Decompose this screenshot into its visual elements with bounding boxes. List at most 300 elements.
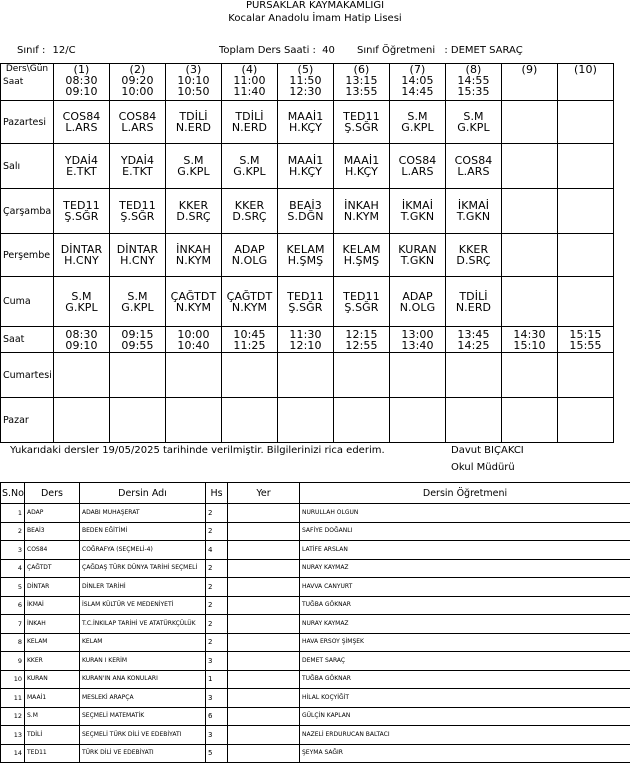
subject-row bbox=[1, 670, 630, 689]
lesson-cell bbox=[278, 398, 334, 443]
lesson-code: İNKAH bbox=[344, 199, 379, 212]
lesson-cell bbox=[110, 189, 166, 234]
lesson-teacher: G.KPL bbox=[177, 165, 210, 178]
weekly-schedule-table bbox=[0, 63, 614, 443]
subject-list-header-row bbox=[1, 483, 630, 504]
subject-hours: 2 bbox=[206, 559, 228, 578]
lesson-code: TED11 bbox=[287, 289, 324, 303]
weekend-period-time bbox=[222, 327, 278, 353]
lesson-teacher: T.GKN bbox=[400, 254, 435, 267]
subject-hours: 6 bbox=[206, 707, 228, 726]
lesson-teacher: L.ARS bbox=[121, 121, 154, 134]
period-start-time: 13:45 bbox=[457, 327, 490, 341]
lesson-cell bbox=[110, 234, 166, 277]
lesson-code: S.M bbox=[183, 154, 204, 167]
lesson-cell bbox=[558, 277, 614, 327]
period-header bbox=[166, 64, 222, 101]
lesson-cell bbox=[390, 101, 446, 144]
lesson-cell bbox=[278, 101, 334, 144]
period-end-time: 14:45 bbox=[401, 85, 434, 98]
lesson-cell bbox=[446, 277, 502, 327]
subject-teacher: NURAY KAYMAZ bbox=[300, 559, 630, 578]
lesson-cell bbox=[446, 353, 502, 398]
subject-teacher: TUĞBA GÖKNAR bbox=[300, 596, 630, 615]
period-end-time: 12:55 bbox=[345, 338, 378, 352]
col-header-hours: Hs bbox=[206, 483, 228, 504]
total-hours bbox=[219, 45, 335, 56]
lesson-cell bbox=[166, 353, 222, 398]
lesson-cell bbox=[334, 353, 390, 398]
subject-name: DİNLER TARİHİ bbox=[80, 578, 206, 597]
period-start-time: 09:20 bbox=[121, 74, 154, 87]
lesson-code: KKER bbox=[234, 199, 265, 212]
lesson-cell bbox=[334, 189, 390, 234]
lesson-cell bbox=[166, 277, 222, 327]
period-start-time: 13:00 bbox=[401, 327, 434, 341]
subject-name: SEÇMELİ MATEMATİK bbox=[80, 707, 206, 726]
period-end-time: 15:10 bbox=[513, 338, 546, 352]
period-start-time: 13:15 bbox=[345, 74, 378, 87]
subject-hours: 5 bbox=[206, 744, 228, 763]
lesson-cell bbox=[446, 189, 502, 234]
subject-teacher: GÜLÇİN KAPLAN bbox=[300, 707, 630, 726]
lesson-cell bbox=[166, 144, 222, 189]
day-label: Salı bbox=[1, 144, 54, 189]
subject-hours: 2 bbox=[206, 578, 228, 597]
weekend-period-time bbox=[334, 327, 390, 353]
lesson-code: S.M bbox=[71, 289, 92, 303]
subject-row bbox=[1, 652, 630, 671]
lesson-cell bbox=[502, 234, 558, 277]
period-end-time: 10:40 bbox=[177, 338, 210, 352]
subject-name: KELAM bbox=[80, 633, 206, 652]
period-header bbox=[390, 64, 446, 101]
lesson-code: S.M bbox=[239, 154, 260, 167]
subject-code: KKER bbox=[25, 652, 80, 671]
lesson-cell bbox=[54, 189, 110, 234]
lesson-teacher: G.KPL bbox=[65, 300, 98, 314]
lesson-cell bbox=[110, 101, 166, 144]
lesson-cell bbox=[334, 101, 390, 144]
lesson-cell bbox=[110, 353, 166, 398]
day-label: Cumartesi bbox=[1, 353, 54, 398]
lesson-cell bbox=[446, 398, 502, 443]
weekend-day-row bbox=[1, 398, 614, 443]
lesson-code: TDİLİ bbox=[459, 289, 488, 303]
subject-name: TÜRK DİLİ VE EDEBİYATI bbox=[80, 744, 206, 763]
lesson-teacher: N.KYM bbox=[231, 300, 268, 314]
period-header bbox=[110, 64, 166, 101]
subject-code: İNKAH bbox=[25, 615, 80, 634]
lesson-cell bbox=[558, 353, 614, 398]
period-number: (9) bbox=[521, 63, 538, 76]
class-info bbox=[17, 45, 76, 56]
lesson-cell bbox=[390, 234, 446, 277]
subject-code: ÇAĞTDT bbox=[25, 559, 80, 578]
lesson-code: İKMAİ bbox=[457, 199, 490, 212]
lesson-cell bbox=[390, 277, 446, 327]
subject-code: TED11 bbox=[25, 744, 80, 763]
lesson-teacher: L.ARS bbox=[65, 121, 98, 134]
period-number: (10) bbox=[574, 63, 597, 76]
period-end-time: 14:25 bbox=[457, 338, 490, 352]
lesson-cell bbox=[54, 234, 110, 277]
col-header-place: Yer bbox=[228, 483, 300, 504]
lesson-cell bbox=[334, 398, 390, 443]
weekend-period-time bbox=[278, 327, 334, 353]
lesson-teacher: N.ERD bbox=[175, 121, 212, 134]
class-teacher bbox=[357, 45, 523, 56]
lesson-cell bbox=[558, 398, 614, 443]
subject-code: COS84 bbox=[25, 541, 80, 560]
lesson-code: MAAİ1 bbox=[287, 154, 324, 167]
period-start-time: 12:15 bbox=[345, 327, 378, 341]
total-hours-label: Toplam Ders Saati : bbox=[219, 45, 316, 56]
lesson-teacher: N.ERD bbox=[455, 300, 492, 314]
lesson-teacher: L.ARS bbox=[457, 165, 490, 178]
lesson-cell bbox=[222, 277, 278, 327]
subject-code: BEAİ3 bbox=[25, 522, 80, 541]
lesson-teacher: H.ŞMŞ bbox=[287, 254, 324, 267]
col-header-name: Dersin Adı bbox=[80, 483, 206, 504]
weekend-time-row bbox=[1, 327, 614, 353]
subject-teacher: NAZELİ ERDURUCAN BALTACI bbox=[300, 726, 630, 745]
subject-place bbox=[228, 541, 300, 560]
subject-teacher: ŞEYMA SAĞIR bbox=[300, 744, 630, 763]
subject-row bbox=[1, 633, 630, 652]
subject-place bbox=[228, 596, 300, 615]
principal-title: Okul Müdürü bbox=[451, 462, 515, 473]
subject-number: 12 bbox=[1, 707, 25, 726]
lesson-cell bbox=[334, 234, 390, 277]
day-label: Çarşamba bbox=[1, 189, 54, 234]
lesson-cell bbox=[446, 234, 502, 277]
weekend-period-time bbox=[446, 327, 502, 353]
lesson-code: COS84 bbox=[118, 110, 157, 123]
lesson-cell bbox=[54, 101, 110, 144]
subject-number: 5 bbox=[1, 578, 25, 597]
subject-number: 14 bbox=[1, 744, 25, 763]
period-number: (4) bbox=[241, 63, 258, 76]
schedule-header-row bbox=[1, 64, 614, 101]
lesson-cell bbox=[166, 101, 222, 144]
subject-teacher: NURAY KAYMAZ bbox=[300, 615, 630, 634]
subject-teacher: NURULLAH OLGUN bbox=[300, 504, 630, 523]
period-number: (2) bbox=[129, 63, 146, 76]
lesson-teacher: H.KÇY bbox=[289, 121, 322, 134]
lesson-code: TED11 bbox=[343, 110, 380, 123]
period-start-time: 11:30 bbox=[289, 327, 322, 341]
lesson-teacher: H.ŞMŞ bbox=[343, 254, 380, 267]
subject-number: 1 bbox=[1, 504, 25, 523]
weekend-period-time bbox=[558, 327, 614, 353]
period-end-time: 13:55 bbox=[345, 85, 378, 98]
period-start-time: 11:50 bbox=[289, 74, 322, 87]
subject-number: 13 bbox=[1, 726, 25, 745]
day-label: Pazartesi bbox=[1, 101, 54, 144]
lesson-cell bbox=[110, 398, 166, 443]
district-title: PURSAKLAR KAYMAKAMLIĞI bbox=[245, 0, 385, 11]
lesson-cell bbox=[222, 189, 278, 234]
subject-code: İKMAİ bbox=[25, 596, 80, 615]
lesson-teacher: Ş.SĞR bbox=[120, 210, 155, 223]
lesson-cell bbox=[390, 353, 446, 398]
subject-number: 11 bbox=[1, 689, 25, 708]
subject-number: 7 bbox=[1, 615, 25, 634]
lesson-code: ÇAĞTDT bbox=[226, 289, 273, 303]
lesson-cell bbox=[110, 144, 166, 189]
period-end-time: 13:40 bbox=[401, 338, 434, 352]
period-header bbox=[502, 64, 558, 101]
lesson-teacher: S.DĞN bbox=[287, 210, 324, 223]
subject-place bbox=[228, 689, 300, 708]
col-header-code: Ders bbox=[25, 483, 80, 504]
subject-hours: 4 bbox=[206, 541, 228, 560]
day-label: Perşembe bbox=[1, 234, 54, 277]
subject-number: 10 bbox=[1, 670, 25, 689]
period-header bbox=[54, 64, 110, 101]
period-start-time: 11:00 bbox=[233, 74, 266, 87]
subject-place bbox=[228, 726, 300, 745]
day-row bbox=[1, 234, 614, 277]
period-start-time: 10:10 bbox=[177, 74, 210, 87]
period-end-time: 09:10 bbox=[65, 338, 98, 352]
subject-name: KURAN I KERİM bbox=[80, 652, 206, 671]
subject-place bbox=[228, 707, 300, 726]
day-row bbox=[1, 277, 614, 327]
subject-number: 6 bbox=[1, 596, 25, 615]
class-label: Sınıf : bbox=[17, 45, 46, 56]
lesson-teacher: Ş.SĞR bbox=[64, 210, 99, 223]
subject-place bbox=[228, 615, 300, 634]
subject-number: 2 bbox=[1, 522, 25, 541]
footer-note: Yukarıdaki dersler 19/05/2025 tarihinde verilmiştir. Bilgilerinizi rica ederim. bbox=[10, 445, 385, 456]
lesson-code: MAAİ1 bbox=[343, 154, 380, 167]
corner-cell bbox=[1, 64, 54, 101]
lesson-code: TED11 bbox=[343, 289, 380, 303]
subject-hours: 2 bbox=[206, 615, 228, 634]
lesson-cell bbox=[54, 398, 110, 443]
lesson-cell bbox=[278, 277, 334, 327]
lesson-code: ÇAĞTDT bbox=[170, 289, 217, 303]
subject-number: 4 bbox=[1, 559, 25, 578]
lesson-code: KELAM bbox=[286, 243, 325, 256]
period-number: (3) bbox=[185, 63, 202, 76]
subject-code: MAAİ1 bbox=[25, 689, 80, 708]
period-end-time: 12:30 bbox=[289, 85, 322, 98]
lesson-cell bbox=[390, 398, 446, 443]
lesson-teacher: Ş.SĞR bbox=[344, 300, 379, 314]
subject-name: İSLAM KÜLTÜR VE MEDENİYETİ bbox=[80, 596, 206, 615]
lesson-teacher: H.CNY bbox=[120, 254, 155, 267]
lesson-cell bbox=[222, 234, 278, 277]
day-label: Cuma bbox=[1, 277, 54, 327]
subject-code: KURAN bbox=[25, 670, 80, 689]
subject-row bbox=[1, 707, 630, 726]
lesson-cell bbox=[390, 189, 446, 234]
subject-place bbox=[228, 522, 300, 541]
lesson-code: S.M bbox=[407, 110, 428, 123]
corner-bottom-label: Saat bbox=[3, 77, 24, 87]
subject-name: COĞRAFYA (SEÇMELİ-4) bbox=[80, 541, 206, 560]
subject-name: KURAN'IN ANA KONULARI bbox=[80, 670, 206, 689]
lesson-cell bbox=[278, 144, 334, 189]
period-end-time: 15:35 bbox=[457, 85, 490, 98]
subject-row bbox=[1, 596, 630, 615]
subject-code: TDİLİ bbox=[25, 726, 80, 745]
subject-row bbox=[1, 726, 630, 745]
class-teacher-value: : DEMET SARAÇ bbox=[444, 45, 523, 56]
subject-row bbox=[1, 522, 630, 541]
lesson-code: KKER bbox=[178, 199, 209, 212]
lesson-code: KELAM bbox=[342, 243, 381, 256]
lesson-code: İKMAİ bbox=[401, 199, 434, 212]
lesson-teacher: H.KÇY bbox=[289, 165, 322, 178]
lesson-cell bbox=[222, 353, 278, 398]
period-number: (6) bbox=[353, 63, 370, 76]
subject-teacher: HAVVA CANYURT bbox=[300, 578, 630, 597]
subject-hours: 2 bbox=[206, 596, 228, 615]
lesson-code: YDAİ4 bbox=[64, 154, 99, 167]
col-header-no: S.No bbox=[1, 483, 25, 504]
subject-hours: 2 bbox=[206, 522, 228, 541]
class-teacher-label: Sınıf Öğretmeni bbox=[357, 45, 436, 56]
lesson-cell bbox=[166, 398, 222, 443]
lesson-teacher: E.TKT bbox=[122, 165, 153, 178]
period-start-time: 09:15 bbox=[121, 327, 154, 341]
period-start-time: 15:15 bbox=[569, 327, 602, 341]
subject-place bbox=[228, 652, 300, 671]
lesson-teacher: H.CNY bbox=[64, 254, 99, 267]
subject-name: T.C.İNKILAP TARİHİ VE ATATÜRKÇÜLÜK bbox=[80, 615, 206, 634]
weekend-period-time bbox=[110, 327, 166, 353]
lesson-cell bbox=[278, 234, 334, 277]
period-number: (5) bbox=[297, 63, 314, 76]
period-start-time: 14:05 bbox=[401, 74, 434, 87]
lesson-cell bbox=[558, 234, 614, 277]
subject-row bbox=[1, 559, 630, 578]
day-row bbox=[1, 101, 614, 144]
lesson-teacher: T.GKN bbox=[456, 210, 491, 223]
subject-code: DİNTAR bbox=[25, 578, 80, 597]
lesson-cell bbox=[446, 144, 502, 189]
lesson-code: TDİLİ bbox=[235, 110, 264, 123]
subject-row bbox=[1, 541, 630, 560]
weekend-period-time bbox=[166, 327, 222, 353]
lesson-code: MAAİ1 bbox=[287, 110, 324, 123]
period-start-time: 14:55 bbox=[457, 74, 490, 87]
period-number: (7) bbox=[409, 63, 426, 76]
period-end-time: 12:10 bbox=[289, 338, 322, 352]
subject-name: MESLEKİ ARAPÇA bbox=[80, 689, 206, 708]
lesson-cell bbox=[110, 277, 166, 327]
period-end-time: 11:40 bbox=[233, 85, 266, 98]
subject-teacher: LATİFE ARSLAN bbox=[300, 541, 630, 560]
lesson-teacher: D.SRÇ bbox=[456, 254, 491, 267]
class-value: 12/C bbox=[52, 45, 76, 56]
subject-name: ADABI MUHAŞERAT bbox=[80, 504, 206, 523]
lesson-teacher: N.KYM bbox=[343, 210, 380, 223]
lesson-teacher: H.KÇY bbox=[345, 165, 378, 178]
lesson-teacher: T.GKN bbox=[400, 210, 435, 223]
total-hours-value: 40 bbox=[322, 45, 335, 56]
subject-place bbox=[228, 504, 300, 523]
subject-place bbox=[228, 578, 300, 597]
lesson-code: YDAİ4 bbox=[120, 154, 155, 167]
day-row bbox=[1, 144, 614, 189]
lesson-cell bbox=[222, 398, 278, 443]
day-label: Pazar bbox=[1, 398, 54, 443]
subject-code: S.M bbox=[25, 707, 80, 726]
subject-teacher: HİLAL KOÇYİĞİT bbox=[300, 689, 630, 708]
period-start-time: 10:45 bbox=[233, 327, 266, 341]
lesson-teacher: N.KYM bbox=[175, 254, 212, 267]
lesson-cell bbox=[54, 277, 110, 327]
lesson-cell bbox=[502, 353, 558, 398]
lesson-code: KURAN bbox=[398, 243, 437, 256]
subject-hours: 3 bbox=[206, 726, 228, 745]
lesson-code: S.M bbox=[127, 289, 148, 303]
lesson-teacher: G.KPL bbox=[457, 121, 490, 134]
lesson-cell bbox=[166, 189, 222, 234]
lesson-cell bbox=[278, 353, 334, 398]
subject-teacher: TUĞBA GÖKNAR bbox=[300, 670, 630, 689]
subject-hours: 2 bbox=[206, 633, 228, 652]
lesson-cell bbox=[334, 277, 390, 327]
period-start-time: 08:30 bbox=[65, 327, 98, 341]
subject-place bbox=[228, 559, 300, 578]
lesson-code: TDİLİ bbox=[179, 110, 208, 123]
lesson-cell bbox=[278, 189, 334, 234]
subject-code: ADAP bbox=[25, 504, 80, 523]
subject-number: 8 bbox=[1, 633, 25, 652]
subject-code: KELAM bbox=[25, 633, 80, 652]
subject-row bbox=[1, 744, 630, 763]
lesson-code: COS84 bbox=[398, 154, 437, 167]
lesson-teacher: D.SRÇ bbox=[176, 210, 211, 223]
subject-name: SEÇMELİ TÜRK DİLİ VE EDEBİYATI bbox=[80, 726, 206, 745]
period-number: (8) bbox=[465, 63, 482, 76]
lesson-teacher: N.OLG bbox=[231, 254, 268, 267]
lesson-code: TED11 bbox=[119, 199, 156, 212]
subject-teacher: HAVA ERSOY ŞİMŞEK bbox=[300, 633, 630, 652]
lesson-cell bbox=[502, 277, 558, 327]
weekend-period-time bbox=[502, 327, 558, 353]
lesson-teacher: N.KYM bbox=[175, 300, 212, 314]
lesson-cell bbox=[502, 398, 558, 443]
saat-label: Saat bbox=[1, 327, 54, 353]
subject-row bbox=[1, 689, 630, 708]
lesson-cell bbox=[222, 101, 278, 144]
period-header bbox=[446, 64, 502, 101]
lesson-cell bbox=[390, 144, 446, 189]
period-end-time: 10:50 bbox=[177, 85, 210, 98]
lesson-cell bbox=[558, 144, 614, 189]
lesson-cell bbox=[54, 353, 110, 398]
lesson-cell bbox=[502, 144, 558, 189]
lesson-code: İNKAH bbox=[176, 243, 211, 256]
lesson-cell bbox=[558, 101, 614, 144]
lesson-cell bbox=[166, 234, 222, 277]
lesson-teacher: N.ERD bbox=[231, 121, 268, 134]
subject-number: 3 bbox=[1, 541, 25, 560]
period-end-time: 11:25 bbox=[233, 338, 266, 352]
period-start-time: 10:00 bbox=[177, 327, 210, 341]
weekend-day-row bbox=[1, 353, 614, 398]
lesson-cell bbox=[54, 144, 110, 189]
period-start-time: 14:30 bbox=[513, 327, 546, 341]
subject-row bbox=[1, 504, 630, 523]
